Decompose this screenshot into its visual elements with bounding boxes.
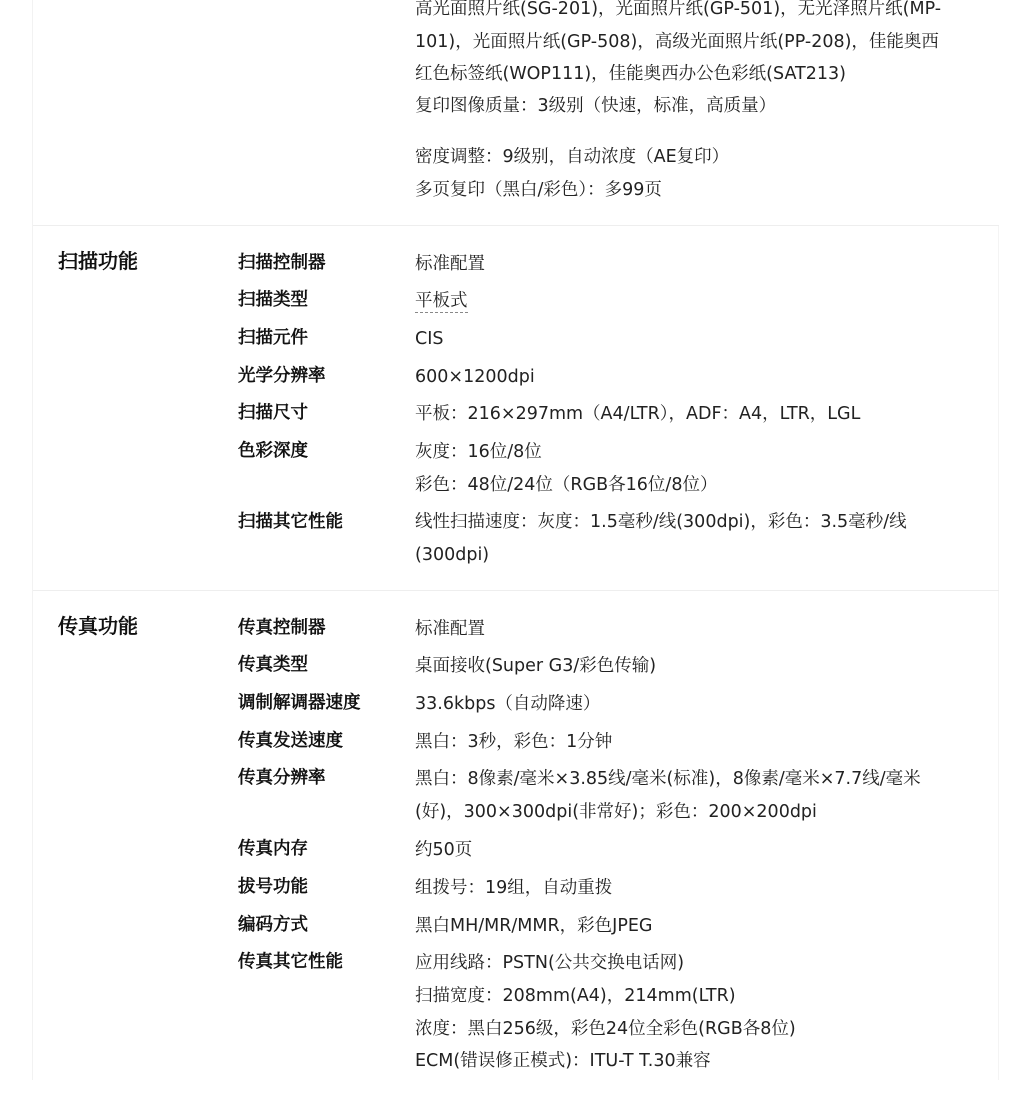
scan-type-link[interactable]: 平板式 [415, 291, 468, 311]
spec-value: 平板：216×297mm（A4/LTR），ADF：A4，LTR，LGL [415, 404, 861, 424]
spec-value: 黑白：8像素/毫米×3.85线/毫米(标准)，8像素/毫米×7.7线/毫米 [415, 769, 921, 789]
spec-label: 传真控制器 [238, 618, 326, 638]
spec-value: 浓度：黑白256级，彩色24位全彩色(RGB各8位) [415, 1019, 796, 1039]
fax-section [33, 590, 998, 1080]
copy-spec-line: 密度调整：9级别，自动浓度（AE复印） [415, 147, 730, 167]
spec-value: CIS [415, 329, 444, 349]
table-right-border [998, 225, 999, 1080]
spec-label: 传真分辨率 [238, 768, 326, 788]
spec-value: (300dpi) [415, 545, 490, 565]
scan-section [33, 225, 998, 590]
spec-label: 色彩深度 [238, 441, 308, 461]
copy-spec-line: 红色标签纸(WOP111)，佳能奥西办公色彩纸(SAT213) [415, 64, 846, 84]
spec-label: 调制解调器速度 [238, 693, 361, 713]
spec-value: 灰度：16位/8位 [415, 442, 542, 462]
spec-value: 应用线路：PSTN(公共交换电话网) [415, 953, 685, 973]
spec-label: 扫描尺寸 [238, 403, 308, 423]
spec-value: 33.6kbps（自动降速） [415, 694, 601, 714]
spec-value: 彩色：48位/24位（RGB各16位/8位） [415, 475, 718, 495]
copy-spec-line: 多页复印（黑白/彩色）：多99页 [415, 180, 662, 200]
copy-spec-line: 复印图像质量：3级别（快速，标准，高质量） [415, 96, 777, 116]
section-title: 扫描功能 [58, 249, 138, 273]
spec-label: 传真类型 [238, 655, 308, 675]
spec-value: (好)，300×300dpi(非常好)；彩色：200×200dpi [415, 802, 817, 822]
spec-label: 扫描类型 [238, 290, 308, 310]
spec-value: 黑白MH/MR/MMR，彩色JPEG [415, 916, 653, 936]
spec-value: 约50页 [415, 840, 473, 860]
spec-label: 扫描其它性能 [238, 512, 343, 532]
spec-label: 光学分辨率 [238, 366, 326, 386]
spec-value: 组拨号：19组，自动重拨 [415, 878, 613, 898]
spec-label: 传真其它性能 [238, 952, 343, 972]
spec-label: 扫描元件 [238, 328, 308, 348]
spec-value: 扫描宽度：208mm(A4)，214mm(LTR) [415, 986, 736, 1006]
spec-value-link[interactable] [415, 289, 468, 313]
copy-spec-line: 高光面照片纸(SG-201)，光面照片纸(GP-501)，无光泽照片纸(MP- [415, 0, 942, 19]
spec-value: 桌面接收(Super G3/彩色传输) [415, 656, 657, 676]
spec-value: 线性扫描速度：灰度：1.5毫秒/线(300dpi)，彩色：3.5毫秒/线 [415, 512, 907, 532]
spec-value: 标准配置 [415, 619, 485, 639]
spec-label: 传真内存 [238, 839, 308, 859]
section-title: 传真功能 [58, 614, 138, 638]
spec-label: 编码方式 [238, 915, 308, 935]
spec-value: ECM(错误修正模式)：ITU-T T.30兼容 [415, 1051, 711, 1071]
copy-spec-line: 101)，光面照片纸(GP-508)，高级光面照片纸(PP-208)，佳能奥西 [415, 32, 939, 52]
spec-value: 黑白：3秒，彩色：1分钟 [415, 732, 613, 752]
spec-value: 600×1200dpi [415, 367, 535, 387]
spec-label: 拔号功能 [238, 877, 308, 897]
spec-value: 标准配置 [415, 254, 485, 274]
spec-label: 扫描控制器 [238, 253, 326, 273]
spec-label: 传真发送速度 [238, 731, 343, 751]
